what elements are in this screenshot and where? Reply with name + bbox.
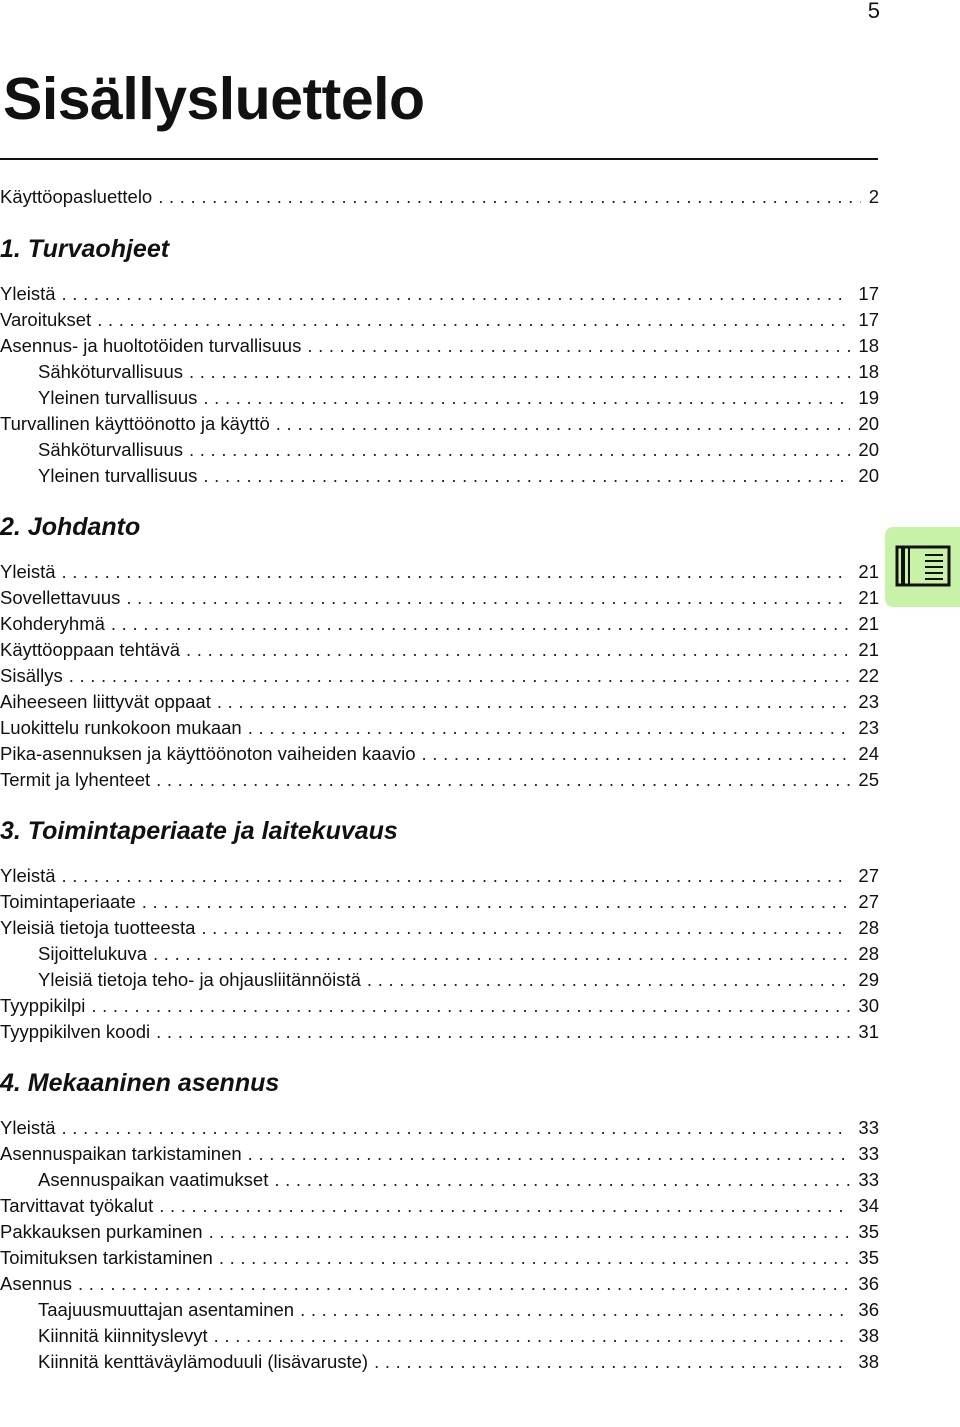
- toc-entry[interactable]: [0, 741, 879, 767]
- dot-leader: [126, 585, 850, 611]
- dot-leader: [214, 1323, 851, 1349]
- dot-leader: [300, 1297, 850, 1323]
- chapter-heading[interactable]: 2. Johdanto: [0, 513, 141, 541]
- dot-leader: [62, 281, 851, 307]
- toc-entry-label: Toimituksen tarkistaminen: [0, 1247, 213, 1268]
- toc-entry[interactable]: [0, 941, 879, 967]
- dot-leader: [189, 437, 850, 463]
- toc-entry[interactable]: [0, 463, 879, 489]
- book-icon: [895, 543, 951, 589]
- toc-entry-label: Yleinen turvallisuus: [38, 465, 198, 486]
- dot-leader: [156, 767, 850, 793]
- toc-entry-page: 33: [858, 1169, 879, 1190]
- dot-leader: [307, 333, 850, 359]
- toc-entry-label: Turvallinen käyttöönotto ja käyttö: [0, 413, 270, 434]
- toc-entry-page: 21: [858, 561, 879, 582]
- dot-leader: [248, 715, 851, 741]
- dot-leader: [62, 559, 851, 585]
- chapter-heading[interactable]: 4. Mekaaninen asennus: [0, 1069, 280, 1097]
- toc-entry-page: 29: [858, 969, 879, 990]
- toc-entry-page: 34: [858, 1195, 879, 1216]
- toc-entry[interactable]: [0, 184, 879, 210]
- toc-entry-page: 38: [858, 1351, 879, 1372]
- toc-entry[interactable]: [0, 915, 879, 941]
- toc-entry-label: Toimintaperiaate: [0, 891, 136, 912]
- toc-entry[interactable]: [0, 715, 879, 741]
- toc-entry[interactable]: [0, 1349, 879, 1375]
- toc-entry-page: 19: [858, 387, 879, 408]
- toc-entry-page: 20: [858, 439, 879, 460]
- toc-entry[interactable]: [0, 889, 879, 915]
- toc-entry-page: 17: [858, 283, 879, 304]
- toc-entry-label: Sijoittelukuva: [38, 943, 148, 964]
- toc-entry-page: 21: [858, 613, 879, 634]
- toc-entry-label: Luokittelu runkokoon mukaan: [0, 717, 242, 738]
- toc-entry-label: Pika-asennuksen ja käyttöönoton vaiheiden kaavio: [0, 743, 416, 764]
- toc-entry-label: Asennuspaikan tarkistaminen: [0, 1143, 242, 1164]
- toc-entry-page: 27: [858, 865, 879, 886]
- dot-leader: [189, 359, 850, 385]
- toc-entry-page: 38: [858, 1325, 879, 1346]
- title-divider: [0, 158, 878, 160]
- dot-leader: [203, 463, 850, 489]
- dot-leader: [209, 1219, 851, 1245]
- dot-leader: [153, 941, 850, 967]
- toc-entry-label: Kiinnitä kenttäväylämoduuli (lisävaruste): [38, 1351, 369, 1372]
- dot-leader: [62, 863, 851, 889]
- toc-entry-label: Taajuusmuuttajan asentaminen: [38, 1299, 295, 1320]
- toc-entry[interactable]: [0, 663, 879, 689]
- toc-entry-page: 20: [858, 465, 879, 486]
- toc-entry[interactable]: [0, 559, 879, 585]
- dot-leader: [201, 915, 850, 941]
- toc-entry-label: Asennuspaikan vaatimukset: [38, 1169, 269, 1190]
- dot-leader: [374, 1349, 850, 1375]
- toc-entry[interactable]: [0, 359, 879, 385]
- toc-entry-label: Kiinnitä kiinnityslevyt: [38, 1325, 208, 1346]
- toc-entry[interactable]: [0, 1167, 879, 1193]
- dot-leader: [69, 663, 851, 689]
- dot-leader: [248, 1141, 851, 1167]
- toc-entry-label: Aiheeseen liittyvät oppaat: [0, 691, 211, 712]
- toc-entry-label: Yleistä: [0, 865, 56, 886]
- toc-entry[interactable]: [0, 411, 879, 437]
- toc-entry-label: Yleistä: [0, 1117, 56, 1138]
- toc-entry-page: 23: [858, 691, 879, 712]
- toc-entry[interactable]: [0, 585, 879, 611]
- dot-leader: [91, 993, 850, 1019]
- toc-entry-page: 36: [858, 1273, 879, 1294]
- toc-entry[interactable]: [0, 1219, 879, 1245]
- dot-leader: [274, 1167, 850, 1193]
- toc-entry-page: 17: [858, 309, 879, 330]
- toc-entry-page: 21: [858, 639, 879, 660]
- toc-entry[interactable]: [0, 1193, 879, 1219]
- toc-entry-label: Kohderyhmä: [0, 613, 105, 634]
- toc-entry-page: 18: [858, 335, 879, 356]
- dot-leader: [276, 411, 851, 437]
- dot-leader: [62, 1115, 851, 1141]
- toc-entry[interactable]: [0, 385, 879, 411]
- toc-entry[interactable]: [0, 1271, 879, 1297]
- toc-entry-page: 36: [858, 1299, 879, 1320]
- toc-entry[interactable]: [0, 1141, 879, 1167]
- dot-leader: [158, 184, 860, 210]
- chapter-heading[interactable]: 1. Turvaohjeet: [0, 235, 170, 263]
- toc-entry-page: 20: [858, 413, 879, 434]
- toc-entry[interactable]: [0, 637, 879, 663]
- dot-leader: [367, 967, 851, 993]
- toc-entry-label: Käyttöopasluettelo: [0, 186, 153, 207]
- toc-entry-label: Asennus- ja huoltotöiden turvallisuus: [0, 335, 302, 356]
- toc-entry[interactable]: [0, 1323, 879, 1349]
- dot-leader: [97, 307, 850, 333]
- toc-entry-label: Varoitukset: [0, 309, 92, 330]
- toc-entry-page: 33: [858, 1143, 879, 1164]
- toc-entry-page: 18: [858, 361, 879, 382]
- toc-entry-page: 22: [858, 665, 879, 686]
- toc-entry[interactable]: [0, 437, 879, 463]
- page-title: Sisällysluettelo: [3, 66, 425, 132]
- toc-entry[interactable]: [0, 1297, 879, 1323]
- table-of-contents: [0, 184, 879, 1375]
- toc-entry-label: Sähköturvallisuus: [38, 361, 183, 382]
- toc-entry[interactable]: [0, 689, 879, 715]
- toc-entry-label: Yleinen turvallisuus: [38, 387, 198, 408]
- toc-entry[interactable]: [0, 1245, 879, 1271]
- dot-leader: [186, 637, 850, 663]
- toc-entry[interactable]: [0, 281, 879, 307]
- toc-entry-label: Sähköturvallisuus: [38, 439, 183, 460]
- toc-entry-page: 24: [858, 743, 879, 764]
- toc-entry-page: 28: [858, 943, 879, 964]
- toc-entry-label: Yleistä: [0, 561, 56, 582]
- dot-leader: [142, 889, 851, 915]
- toc-entry-label: Pakkauksen purkaminen: [0, 1221, 203, 1242]
- toc-entry-label: Asennus: [0, 1273, 72, 1294]
- dot-leader: [78, 1271, 850, 1297]
- toc-entry-page: 33: [858, 1117, 879, 1138]
- toc-entry[interactable]: [0, 1019, 879, 1045]
- chapter-heading[interactable]: 3. Toimintaperiaate ja laitekuvaus: [0, 817, 398, 845]
- toc-entry-page: 27: [858, 891, 879, 912]
- toc-entry-label: Käyttöoppaan tehtävä: [0, 639, 181, 660]
- toc-entry[interactable]: [0, 611, 879, 637]
- toc-entry-label: Sovellettavuus: [0, 587, 121, 608]
- toc-entry-page: 25: [858, 769, 879, 790]
- toc-entry-page: 21: [858, 587, 879, 608]
- toc-entry-page: 35: [858, 1221, 879, 1242]
- toc-entry-label: Yleisiä tietoja teho- ja ohjausliitännöistä: [38, 969, 361, 990]
- toc-entry-page: 23: [858, 717, 879, 738]
- toc-entry[interactable]: [0, 307, 879, 333]
- dot-leader: [217, 689, 851, 715]
- toc-entry-page: 31: [858, 1021, 879, 1042]
- toc-entry-label: Termit ja lyhenteet: [0, 769, 151, 790]
- toc-entry[interactable]: [0, 1115, 879, 1141]
- dot-leader: [219, 1245, 851, 1271]
- toc-entry-label: Tyyppikilven koodi: [0, 1021, 151, 1042]
- toc-entry-label: Sisällys: [0, 665, 63, 686]
- toc-entry[interactable]: [0, 333, 879, 359]
- toc-entry-page: 30: [858, 995, 879, 1016]
- toc-entry-page: 2: [868, 186, 879, 207]
- toc-entry-label: Yleistä: [0, 283, 56, 304]
- toc-entry-label: Tyyppikilpi: [0, 995, 86, 1016]
- dot-leader: [203, 385, 850, 411]
- dot-leader: [156, 1019, 850, 1045]
- toc-entry-page: 35: [858, 1247, 879, 1268]
- book-tab[interactable]: [885, 527, 960, 607]
- dot-leader: [111, 611, 851, 637]
- dot-leader: [422, 741, 851, 767]
- toc-entry[interactable]: [0, 767, 879, 793]
- toc-entry-label: Yleisiä tietoja tuotteesta: [0, 917, 196, 938]
- dot-leader: [159, 1193, 850, 1219]
- toc-entry[interactable]: [0, 993, 879, 1019]
- toc-entry-label: Tarvittavat työkalut: [0, 1195, 154, 1216]
- toc-entry[interactable]: [0, 967, 879, 993]
- toc-entry[interactable]: [0, 863, 879, 889]
- page-number: 5: [867, 0, 880, 23]
- toc-entry-page: 28: [858, 917, 879, 938]
